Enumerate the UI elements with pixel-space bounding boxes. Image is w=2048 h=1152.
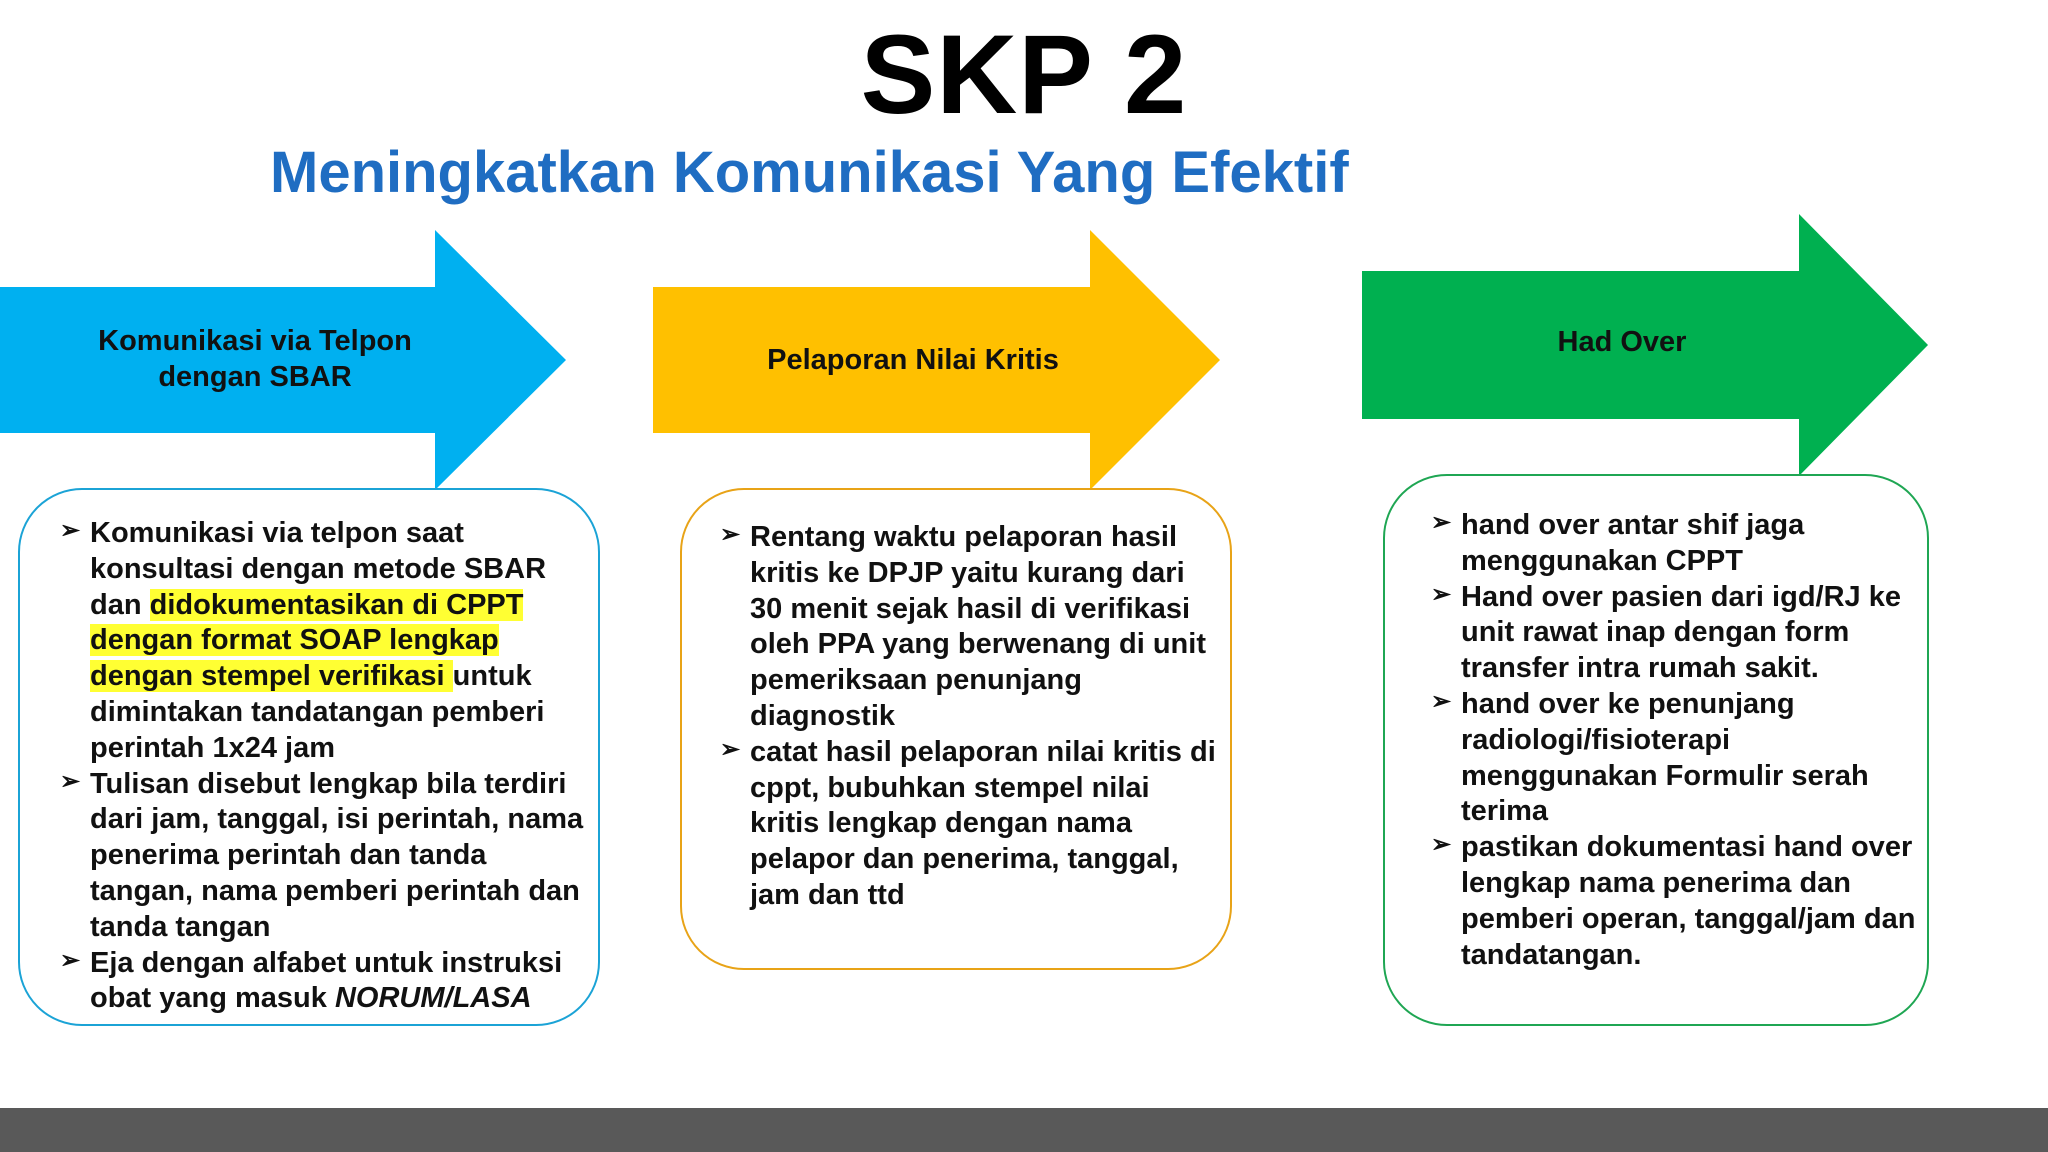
arrowhead-bullet-icon: ➢ [60,946,81,974]
card-komunikasi-telpon [18,488,600,1026]
list-item [720,520,1220,735]
highlighted-text: didokumentasikan di CPPT dengan format SOAP lengkap dengan stempel verifikasi [90,588,524,693]
arrow-label-pelaporan [683,342,1143,378]
slide-subtitle: Meningkatkan Komunikasi Yang Efektif [270,140,1349,205]
list-item-text: hand over antar shif jaga menggunakan CPPT [1461,509,1805,577]
arrow-pelaporan-nilai-kritis [653,230,1223,490]
list-item [1431,687,1917,830]
arrow-label-line2: dengan SBAR [158,361,352,393]
arrowhead-bullet-icon: ➢ [720,521,741,548]
list-item-text: hand over ke penunjang radiologi/fisioterapi menggunakan Formulir serah terima [1461,687,1869,828]
arrowhead-bullet-icon: ➢ [1431,831,1452,859]
list-item [60,767,584,946]
list-item-text: Komunikasi via telpon saat konsultasi dengan metode SBAR dan [90,517,547,621]
arrow-komunikasi-telpon [0,230,570,490]
arrowhead-bullet-icon: ➢ [1431,687,1452,715]
list-item [60,946,584,1018]
list-item [720,735,1220,914]
arrow-had-over [1362,214,1932,476]
list-item-text: Eja dengan alfabet untuk instruksi obat yang masuk [90,946,563,1015]
card-pelaporan-nilai-kritis [680,488,1232,970]
arrow-label-line1: Komunikasi via Telpon [98,325,412,357]
arrow-label-komunikasi-telpon [20,323,490,395]
list-item [1431,830,1917,973]
list-item-text: Hand over pasien dari igd/RJ ke unit rawat inap dengan form transfer intra rumah sakit. [1461,580,1901,685]
list-item-text: pastikan dokumentasi hand over lengkap nama penerima dan pemberi operan, tanggal/jam dan tandatangan. [1461,831,1916,971]
list-item-text: catat hasil pelaporan nilai kritis di cppt, bubuhkan stempel nilai kritis lengkap dengan nama pelapor dan penerima, tanggal, jam dan ttd [750,735,1216,911]
arrow-label-line1: Had Over [1557,326,1687,358]
arrow-label-had-over [1392,324,1852,360]
list-item [60,516,584,767]
list-item [1431,580,1917,687]
list-item-text: Rentang waktu pelaporan hasil kritis ke DPJP yaitu kurang dari 30 menit sejak hasil di verifikasi oleh PPA yang berwenang di unit pemeriksaan penunjang diagnostik [750,521,1206,732]
footer-bar [0,1108,2048,1152]
arrowhead-bullet-icon: ➢ [1431,580,1452,608]
arrowhead-bullet-icon: ➢ [1431,509,1452,536]
list-item [1431,508,1917,580]
arrowhead-bullet-icon: ➢ [60,767,81,795]
card-had-over [1383,474,1929,1026]
arrow-label-line1: Pelaporan Nilai Kritis [767,344,1059,376]
italic-text: NORUM/LASA [334,982,532,1015]
arrowhead-bullet-icon: ➢ [720,735,741,763]
list-item-text-cont: untuk dimintakan tandatangan pemberi perintah 1x24 jam [90,660,545,764]
arrowhead-bullet-icon: ➢ [60,517,81,544]
list-item-text: Tulisan disebut lengkap bila terdiri dari jam, tanggal, isi perintah, nama penerima perintah dan tanda tangan, nama pemberi perintah dan tanda tangan [90,767,584,943]
slide-title: SKP 2 [860,12,1188,137]
